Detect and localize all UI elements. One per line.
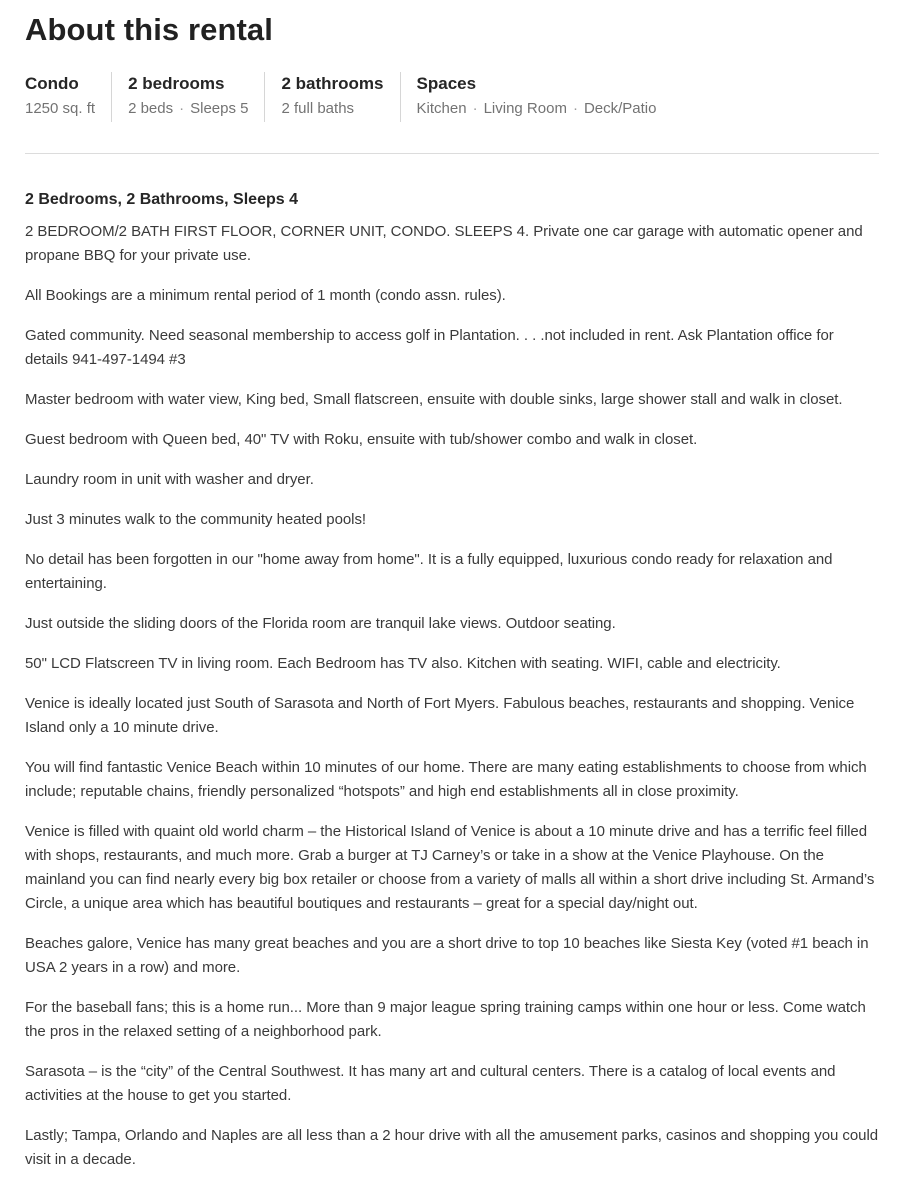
fact-spaces [400, 72, 673, 122]
fact-title: 2 bedrooms [128, 74, 225, 93]
description-paragraph: For the baseball fans; this is a home run... More than 9 major league spring training camps within one hour or less. Come watch the pros in the relaxed setting of a neighborhood park. [25, 999, 866, 1040]
fact-detail: Sleeps 5 [190, 100, 249, 117]
description-paragraph: 2 BEDROOM/2 BATH FIRST FLOOR, CORNER UNIT, CONDO. SLEEPS 4. Private one car garage with automatic opener and propane BBQ for your private use. [25, 223, 863, 264]
fact-2-bathrooms [264, 72, 399, 122]
description-paragraph: You will find fantastic Venice Beach within 10 minutes of our home. There are many eating establishments to choose from which include; reputable chains, friendly personalized “hotspots” and high end establishments all in close proximity. [25, 759, 867, 800]
fact-details [281, 96, 383, 122]
fact-details [128, 96, 248, 122]
fact-title: 2 bathrooms [281, 74, 384, 93]
description-paragraph: No detail has been forgotten in our "home away from home". It is a fully equipped, luxurious condo ready for relaxation and entertaining. [25, 551, 833, 592]
page-title: About this rental [25, 12, 273, 47]
fact-detail: 2 full baths [281, 100, 355, 117]
description-paragraph: Just outside the sliding doors of the Florida room are tranquil lake views. Outdoor seating. [25, 615, 616, 632]
description-paragraph: Venice is filled with quaint old world charm – the Historical Island of Venice is about a 10 minute drive and has a terrific feel filled with shops, restaurants, and much more. Grab a burger at TJ Carney’s or take in a show at the Venice Playhouse. On the mainland you can find nearly every big box retailer or choose from a variety of malls all within a short drive including St. Armand’s Circle, a unique area which has beautiful boutiques and restaurants – great for a special day/night out. [25, 823, 875, 912]
fact-title: Condo [25, 74, 79, 93]
separator-dot: · [572, 100, 578, 117]
property-facts [25, 72, 879, 154]
description-paragraph: Lastly; Tampa, Orlando and Naples are all less than a 2 hour drive with all the amusement parks, casinos and shopping you could visit in a decade. [25, 1127, 879, 1168]
description-body [25, 220, 879, 1172]
description-paragraph: Laundry room in unit with washer and dryer. [25, 471, 314, 488]
fact-detail: Deck/Patio [583, 100, 657, 117]
description-heading: 2 Bedrooms, 2 Bathrooms, Sleeps 4 [25, 191, 298, 208]
fact-detail: 1250 sq. ft [25, 100, 96, 117]
fact-condo [25, 72, 111, 122]
fact-details [25, 96, 95, 122]
fact-detail: Kitchen [416, 100, 467, 117]
separator-dot: · [472, 100, 478, 117]
fact-details [417, 96, 657, 122]
separator-dot: · [179, 100, 185, 117]
description-paragraph: Guest bedroom with Queen bed, 40" TV with Roku, ensuite with tub/shower combo and walk in closet. [25, 431, 698, 448]
description-paragraph: All Bookings are a minimum rental period of 1 month (condo assn. rules). [25, 287, 506, 304]
fact-detail: Living Room [483, 100, 567, 117]
description-paragraph: Gated community. Need seasonal membership to access golf in Plantation. . . .not included in rent. Ask Plantation office for details 941-497-1494 #3 [25, 327, 834, 368]
description-paragraph: 50" LCD Flatscreen TV in living room. Each Bedroom has TV also. Kitchen with seating. WIFI, cable and electricity. [25, 655, 781, 672]
fact-2-bedrooms [111, 72, 264, 122]
fact-title: Spaces [416, 74, 477, 93]
description-paragraph: Venice is ideally located just South of Sarasota and North of Fort Myers. Fabulous beaches, restaurants and shopping. Venice Island only a 10 minute drive. [25, 695, 855, 736]
description-section [25, 154, 879, 1172]
fact-detail: 2 beds [128, 100, 174, 117]
description-paragraph: Master bedroom with water view, King bed, Small flatscreen, ensuite with double sinks, large shower stall and walk in closet. [25, 391, 843, 408]
description-paragraph: Sarasota – is the “city” of the Central Southwest. It has many art and cultural centers. There is a catalog of local events and activities at the house to get you started. [25, 1063, 836, 1104]
description-paragraph: Beaches galore, Venice has many great beaches and you are a short drive to top 10 beaches like Siesta Key (voted #1 beach in USA 2 years in a row) and more. [25, 935, 869, 976]
description-paragraph: Just 3 minutes walk to the community heated pools! [25, 511, 367, 528]
